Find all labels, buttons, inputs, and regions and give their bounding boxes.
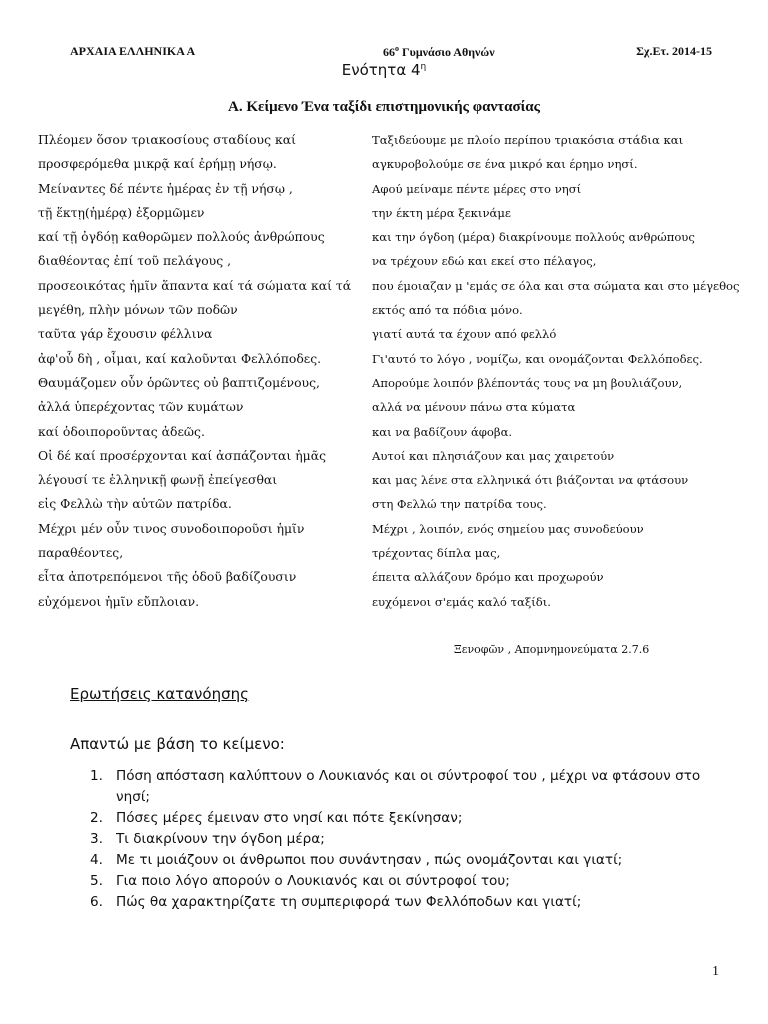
ancient-line: μεγέθη, πλὴν μόνων τῶν ποδῶν	[38, 302, 238, 318]
ancient-line: διαθέοντας ἐπί τοῦ πελάγους ,	[38, 253, 232, 269]
ancient-line: προσφερόμεθα μικρᾷ καί ἐρήμῃ νήσῳ.	[38, 156, 277, 172]
modern-line: Αυτοί και πλησιάζουν και μας χαιρετούν	[372, 448, 615, 463]
text-title: Α. Κείμενο Ένα ταξίδι επιστημονικής φαντασίας	[228, 99, 540, 115]
ancient-line: λέγουσί τε ἑλληνικῇ φωνῇ ἐπείγεσθαι	[38, 472, 278, 488]
question-number: 6.	[90, 894, 103, 910]
question-text: Για ποιο λόγο απορούν ο Λουκιανός και οι σύντροφοί του;	[116, 873, 510, 889]
question-text: Πόσες μέρες έμειναν στο νησί και πότε ξεκίνησαν;	[116, 810, 463, 826]
unit-title-text: Ενότητα 4	[341, 61, 421, 79]
modern-line: Αφού μείναμε πέντε μέρες στο νησί	[372, 181, 582, 196]
header-subject: ΑΡΧΑΙΑ ΕΛΛΗΝΙΚΑ Α	[70, 44, 196, 58]
modern-line: και να βαδίζουν άφοβα.	[372, 424, 513, 439]
ancient-line: Οἱ δέ καί προσέρχονται καί ἀσπάζονται ἡμᾶς	[38, 447, 327, 463]
modern-line: Απορούμε λοιπόν βλέποντάς τους να μη βουλιάζουν,	[372, 375, 683, 390]
ancient-line: εἶτα ἀποτρεπόμενοι τῆς ὁδοῦ βαδίζουσιν	[38, 569, 297, 585]
question-number: 4.	[90, 852, 103, 868]
modern-translation-column	[372, 128, 752, 614]
ancient-line: Μέχρι μέν οὖν τινος συνοδοιποροῦσι ἡμῖν	[38, 520, 305, 536]
source-citation: Ξενοφῶν , Απομνημονεύματα 2.7.6	[454, 643, 650, 656]
ancient-line: Μείναντες δέ πέντε ἡμέρας ἐν τῇ νήσῳ ,	[38, 180, 293, 196]
modern-line: Μέχρι , λοιπόν, ενός σημείου μας συνοδεύουν	[372, 521, 644, 536]
question-item	[70, 850, 730, 871]
question-item	[70, 808, 730, 829]
modern-line: αλλά να μένουν πάνω στα κύματα	[372, 400, 576, 415]
ancient-line: Θαυμάζομεν οὖν ὁρῶντες οὐ βαπτιζομένους,	[38, 374, 320, 390]
modern-line: που έμοιαζαν μ 'εμάς σε όλα και στα σώματα και στο μέγεθος	[372, 278, 740, 293]
ancient-line: εἰς Φελλὼ τὴν αὑτῶν πατρίδα.	[38, 496, 232, 512]
modern-line: στη Φελλώ την πατρίδα τους.	[372, 497, 547, 512]
modern-line: ευχόμενοι σ'εμάς καλό ταξίδι.	[372, 594, 551, 609]
question-text: Πώς θα χαρακτηρίζατε τη συμπεριφορά των Φελλόποδων και γιατί;	[116, 894, 582, 910]
question-number: 3.	[90, 831, 103, 847]
questions-list	[70, 766, 730, 913]
question-text: Με τι μοιάζουν οι άνθρωποι που συνάντησαν , πώς ονομάζονται και γιατί;	[116, 852, 623, 868]
question-text: Πόση απόσταση καλύπτουν ο Λουκιανός και οι σύντροφοί του , μέχρι να φτάσουν στο νησί;	[116, 768, 701, 805]
question-number: 5.	[90, 873, 103, 889]
unit-title	[0, 61, 768, 79]
ancient-line: ἀφ'οὗ δὴ , οἶμαι, καί καλοῦνται Φελλόποδες.	[38, 350, 322, 366]
header-school-name: Γυμνάσιο Αθηνών	[399, 45, 495, 59]
header-school-sup: ο	[395, 44, 399, 53]
ancient-text-column	[38, 128, 358, 614]
modern-line: Γι'αυτό το λόγο , νομίζω, και ονομάζονται Φελλόποδες.	[372, 351, 703, 366]
ancient-line: τῇ ἕκτῃ(ἡμέρᾳ) ἐξορμῶμεν	[38, 204, 205, 220]
modern-line: τρέχοντας δίπλα μας,	[372, 546, 501, 561]
ancient-line: καί ὁδοιποροῦντας ἀδεῶς.	[38, 423, 205, 439]
question-number: 2.	[90, 810, 103, 826]
ancient-line: παραθέοντες,	[38, 545, 124, 561]
modern-line: την έκτη μέρα ξεκινάμε	[372, 205, 511, 220]
ancient-line: ταῦτα γάρ ἔχουσιν φέλλινα	[38, 326, 213, 342]
header-school	[383, 44, 495, 60]
modern-line: εκτός από τα πόδια μόνο.	[372, 303, 523, 318]
ancient-line: εὐχόμενοι ἡμῖν εὔπλοιαν.	[38, 593, 200, 609]
modern-line: γιατί αυτά τα έχουν από φελλό	[372, 327, 557, 342]
modern-line: αγκυροβολούμε σε ένα μικρό και έρημο νησί.	[372, 157, 638, 172]
modern-line: και την όγδοη (μέρα) διακρίνουμε πολλούς ανθρώπους	[372, 230, 695, 245]
ancient-line: ἀλλά ὑπερέχοντας τῶν κυμάτων	[38, 399, 244, 415]
question-item	[70, 871, 730, 892]
ancient-line: προσεοικότας ἡμῖν ἅπαντα καί τά σώματα καί τά	[38, 277, 352, 293]
ancient-line: καί τῇ ὀγδόῃ καθορῶμεν πολλούς ἀνθρώπους	[38, 229, 325, 245]
question-item	[70, 829, 730, 850]
header-school-number: 66	[383, 45, 395, 59]
header-school-year: Σχ.Ετ. 2014-15	[636, 44, 712, 58]
questions-intro: Απαντώ με βάση το κείμενο:	[70, 735, 285, 753]
question-item	[70, 766, 730, 808]
modern-line: να τρέχουν εδώ και εκεί στο πέλαγος,	[372, 254, 597, 269]
modern-line: Ταξιδεύουμε με πλοίο περίπου τριακόσια στάδια και	[372, 133, 684, 147]
question-item	[70, 892, 730, 913]
questions-heading: Ερωτήσεις κατανόησης	[70, 685, 249, 703]
unit-title-sup: η	[420, 62, 427, 72]
page-number: 1	[712, 964, 719, 979]
question-text: Τι διακρίνουν την όγδοη μέρα;	[116, 831, 325, 847]
modern-line: και μας λένε στα ελληνικά ότι βιάζονται να φτάσουν	[372, 473, 689, 488]
modern-line: έπειτα αλλάζουν δρόμο και προχωρούν	[372, 570, 604, 585]
question-number: 1.	[90, 768, 103, 784]
ancient-line: Πλέομεν ὅσον τριακοσίους σταδίους καί	[38, 132, 296, 147]
